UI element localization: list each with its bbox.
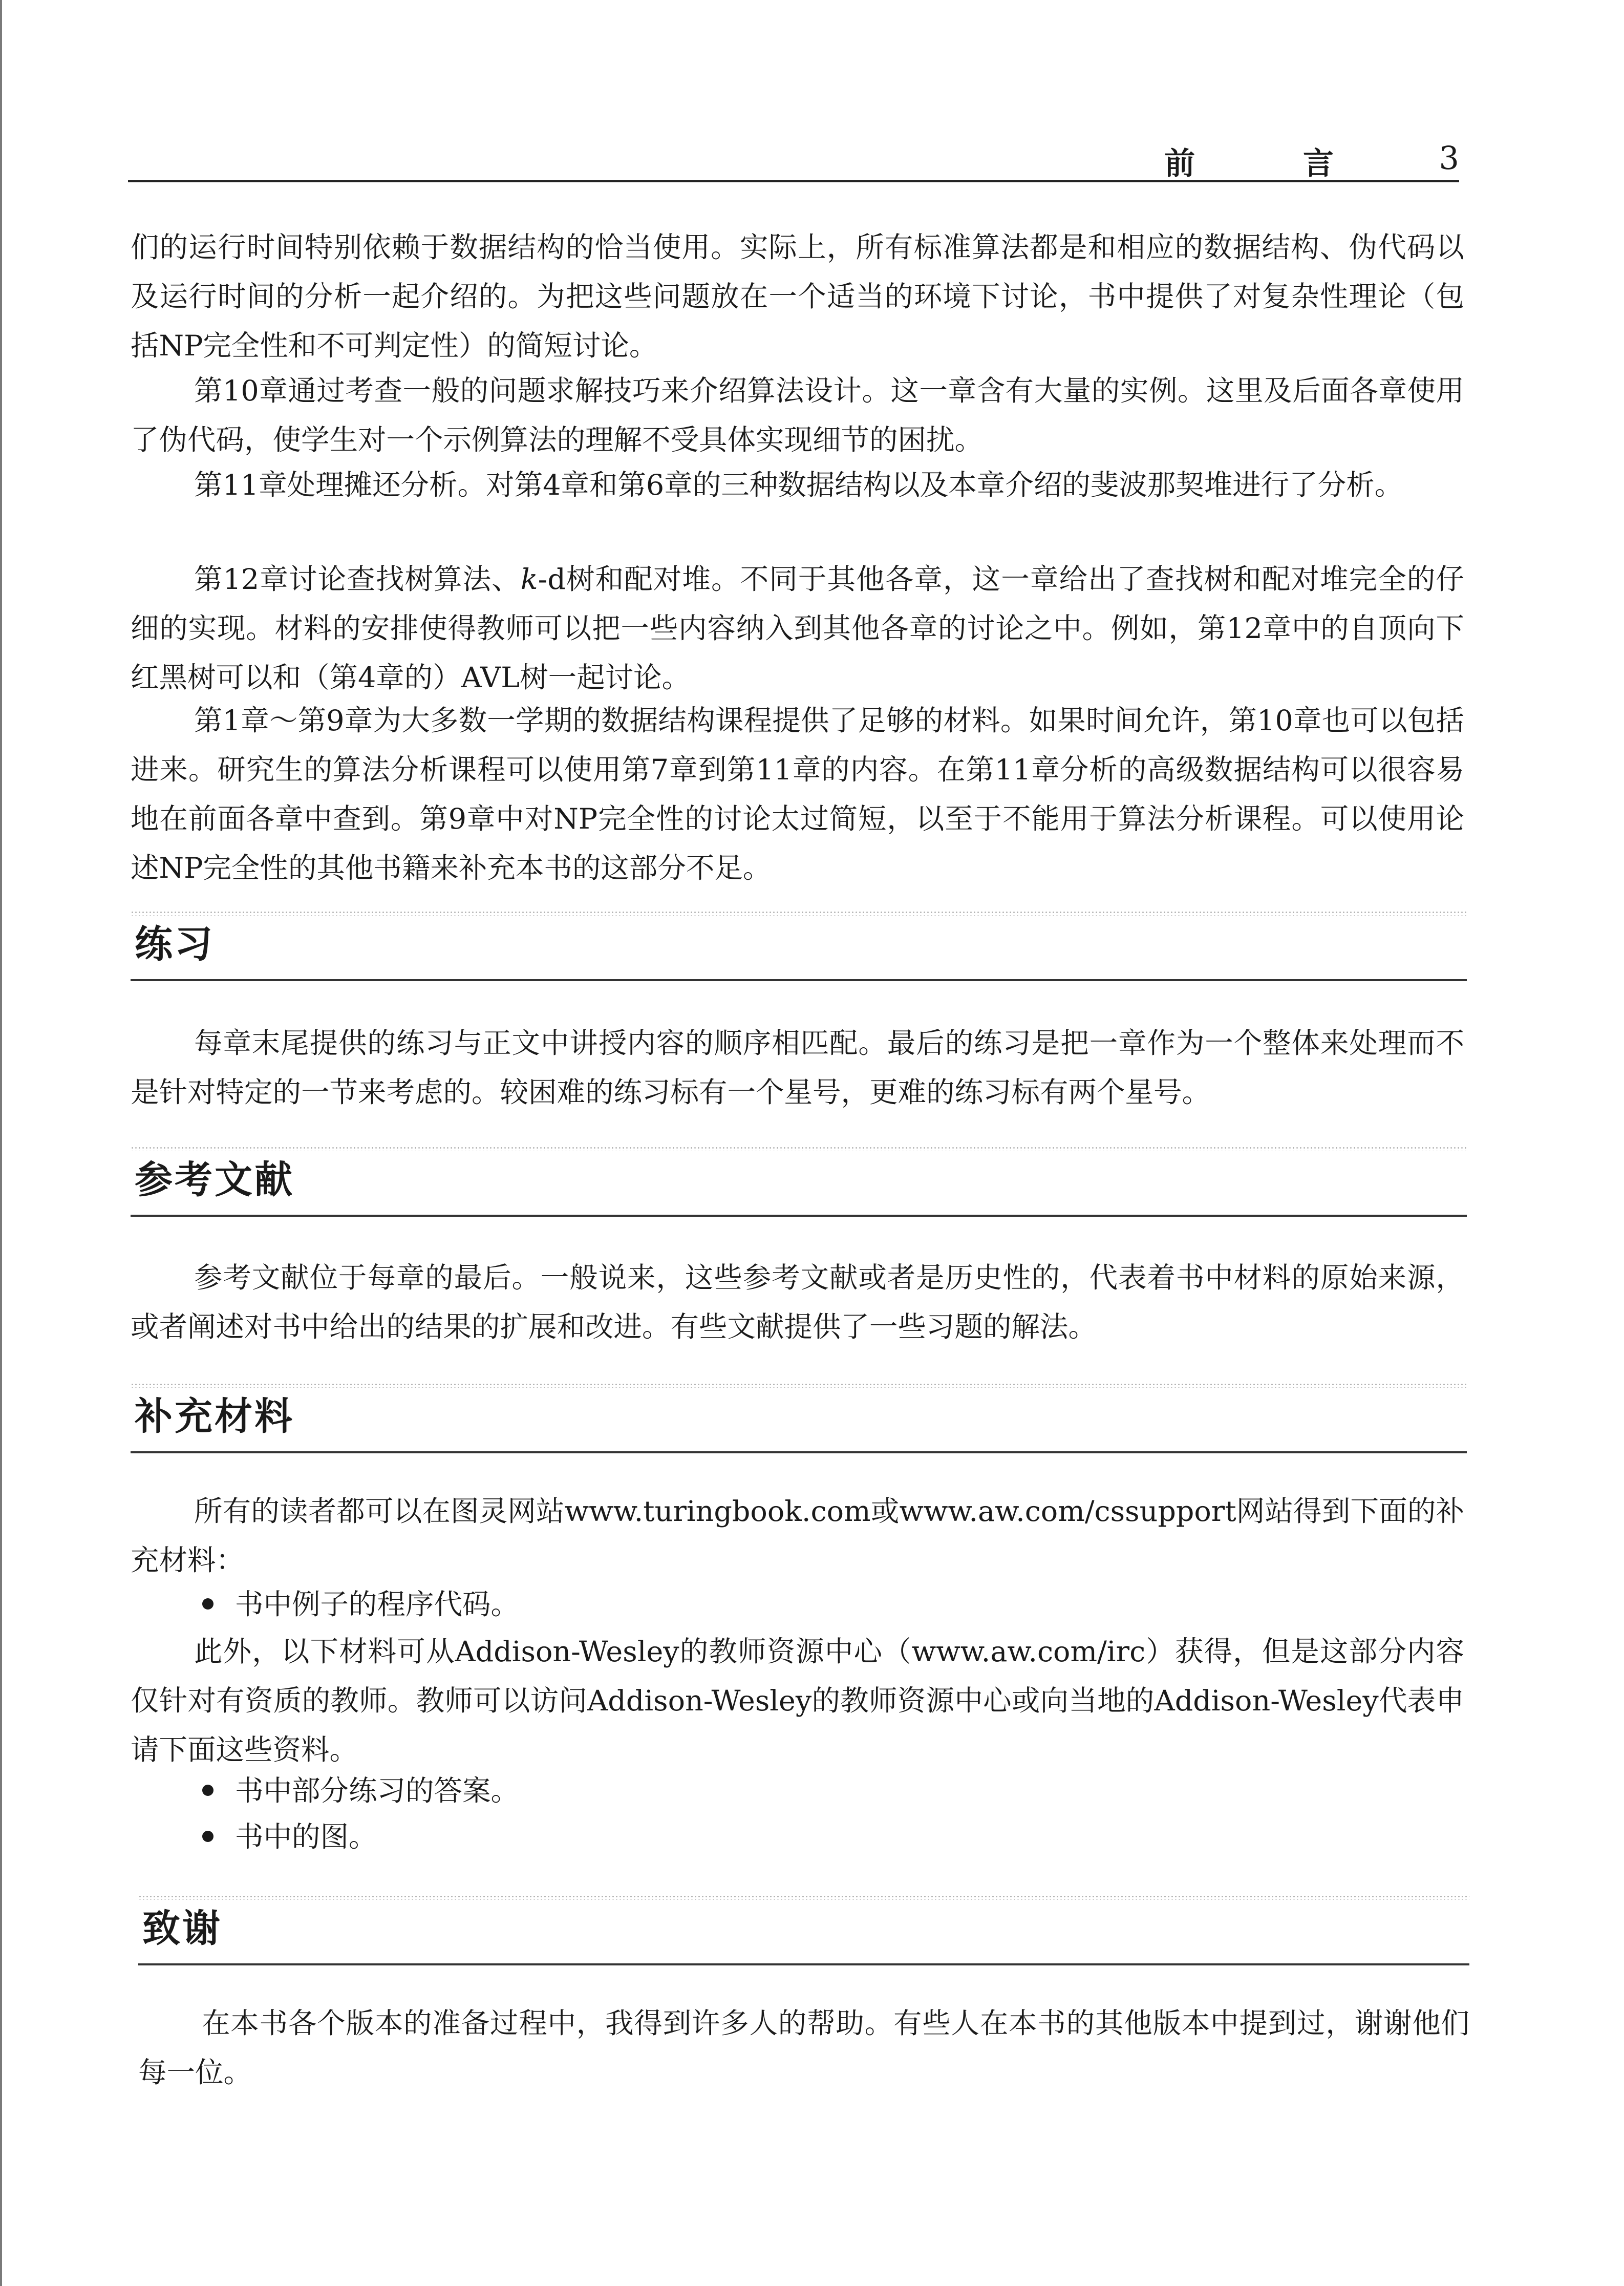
paragraph-supplements-intro: 所有的读者都可以在图灵网站www.turingbook.com或www.aw.com/cssupport网站得到下面的补充材料： (131, 1495, 1464, 1577)
section-references (131, 1146, 1467, 1223)
section-exercises (131, 911, 1467, 987)
paragraph-acknowledgments: 在本书各个版本的准备过程中，我得到许多人的帮助。有些人在本书的其他版本中提到过，谢谢他们每一位。 (138, 2007, 1469, 2089)
paragraph-exercises: 每章末尾提供的练习与正文中讲授内容的顺序相匹配。最后的练习是把一章作为一个整体来处理而不是针对特定的一节来考虑的。较困难的练习标有一个星号，更难的练习标有两个星号。 (131, 1027, 1464, 1109)
section-underline (131, 979, 1467, 981)
running-header (128, 139, 1459, 182)
section-divider (138, 1895, 1469, 1900)
section-title-supplements: 补充材料 (135, 1394, 294, 1438)
section-title-references: 参考文献 (135, 1158, 294, 1202)
section-supplements (131, 1383, 1467, 1459)
bullet-text: 书中例子的程序代码。 (235, 1588, 520, 1621)
paragraph-supplements-instructor: 此外，以下材料可从Addison-Wesley的教师资源中心（www.aw.com/irc）获得，但是这部分内容仅针对有资质的教师。教师可以访问Addison-Wesley的教师资源中心或向当地的Addison-Wesley代表申请下面这些资料。 (131, 1635, 1464, 1767)
bullet-text: 书中的图。 (235, 1821, 377, 1854)
bullet-item (202, 1813, 377, 1862)
section-acknowledgments (138, 1895, 1469, 1972)
bullet-dot-icon (202, 1831, 213, 1842)
page-left-edge (0, 0, 2, 2286)
paragraph-intro-continuation: 们的运行时间特别依赖于数据结构的恰当使用。实际上，所有标准算法都是和相应的数据结构、伪代码以及运行时间的分析一起介绍的。为把这些问题放在一个适当的环境下讨论，书中提供了对复杂性理论（包括NP完全性和不可判定性）的简短讨论。 (131, 231, 1464, 363)
bullet-item (202, 1767, 519, 1816)
chapter12-text-rest: -d树和配对堆。不同于其他各章，这一章给出了查找树和配对堆完全的仔细的实现。材料的安排使得教师可以把一些内容纳入到其他各章的讨论之中。例如，第12章中的自顶向下红黑树可以和（第4章的）AVL树一起讨论。 (131, 563, 1464, 694)
section-title-acknowledgments: 致谢 (142, 1907, 222, 1951)
paragraph-chapter10: 第10章通过考查一般的问题求解技巧来介绍算法设计。这一章含有大量的实例。这里及后面各章使用了伪代码，使学生对一个示例算法的理解不受具体实现细节的困扰。 (131, 374, 1464, 457)
chapter12-text-start: 第12章讨论查找树算法、 (194, 563, 521, 596)
bullet-dot-icon (202, 1785, 213, 1796)
paragraph-course-usage: 第1章～第9章为大多数一学期的数据结构课程提供了足够的材料。如果时间允许，第10章也可以包括进来。研究生的算法分析课程可以使用第7章到第11章的内容。在第11章分析的高级数据结构可以很容易地在前面各章中查到。第9章中对NP完全性的讨论太过简短，以至于不能用于算法分析课程。可以使用论述NP完全性的其他书籍来补充本书的这部分不足。 (131, 704, 1464, 885)
header-title: 前 言 (1164, 146, 1382, 182)
section-divider (131, 911, 1467, 916)
section-divider (131, 1383, 1467, 1388)
section-title-exercises: 练习 (135, 922, 215, 966)
chapter12-italic-k: k (520, 563, 538, 596)
paragraph-references: 参考文献位于每章的最后。一般说来，这些参考文献或者是历史性的，代表着书中材料的原始来源，或者阐述对书中给出的结果的扩展和改进。有些文献提供了一些习题的解法。 (131, 1261, 1464, 1344)
section-divider (131, 1146, 1467, 1151)
paragraph-chapter11: 第11章处理摊还分析。对第4章和第6章的三种数据结构以及本章介绍的斐波那契堆进行了分析。 (194, 469, 1403, 502)
section-underline (138, 1963, 1469, 1965)
section-underline (131, 1215, 1467, 1217)
bullet-dot-icon (202, 1598, 213, 1610)
section-underline (131, 1451, 1467, 1453)
paragraph-chapter12 (131, 555, 1464, 703)
page-number: 3 (1439, 139, 1459, 177)
bullet-item (202, 1580, 519, 1629)
bullet-text: 书中部分练习的答案。 (235, 1774, 520, 1808)
